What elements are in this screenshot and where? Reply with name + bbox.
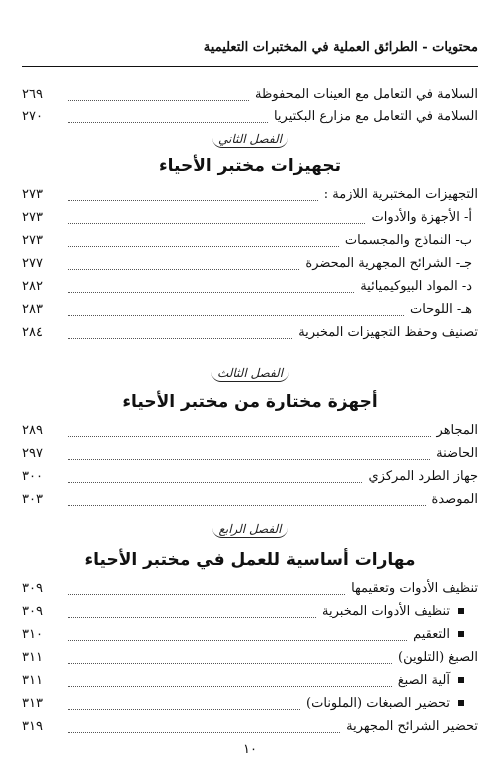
leader-dots: [68, 732, 340, 733]
toc-entry: [22, 276, 478, 298]
toc-entry: [22, 601, 478, 623]
leader-dots: [68, 709, 300, 710]
toc-entry-page: ٣١١: [22, 650, 43, 665]
toc-entry: [22, 670, 478, 692]
toc-entry: [22, 624, 478, 646]
toc-entry-label: تحضير الشرائح المجهرية: [346, 719, 478, 734]
toc-entry-page: ٢٧٠: [22, 109, 43, 124]
toc-entry-label: ب- النماذج والمجسمات: [344, 233, 472, 248]
toc-entry-page: ٢٨٩: [22, 423, 43, 438]
toc-entry: [22, 693, 478, 715]
toc-entry-page: ٢٩٧: [22, 446, 43, 461]
toc-entry-label: د- المواد البيوكيميائية: [360, 279, 472, 294]
leader-dots: [68, 246, 339, 247]
chapter-ornament-label: الفصل الرابع: [212, 522, 287, 538]
toc-entry-label: أ- الأجهزة والأدوات: [371, 210, 472, 225]
toc-entry-label: تحضير الصبغات (الملونات): [306, 696, 450, 711]
toc-entry-page: ٢٨٣: [22, 302, 43, 317]
toc-entry: [22, 716, 478, 738]
leader-dots: [68, 640, 407, 641]
toc-entry: [22, 647, 478, 669]
running-header: محتويات - الطرائق العملية في المختبرات التعليمية: [203, 40, 478, 55]
chapter-ornament-label: الفصل الثالث: [211, 366, 289, 382]
header-rule: [22, 66, 478, 67]
toc-entry: [22, 253, 478, 275]
toc-entry-page: ٢٨٢: [22, 279, 43, 294]
toc-entry-page: ٣٠٣: [22, 492, 43, 507]
toc-entry: [22, 489, 478, 511]
toc-entry-page: ٣١٩: [22, 719, 43, 734]
chapter-ornament: [0, 366, 500, 382]
leader-dots: [68, 482, 362, 483]
toc-entry-label: الموصدة: [431, 492, 478, 507]
leader-dots: [68, 292, 354, 293]
page-number: ١٠: [243, 742, 257, 757]
toc-entry: [22, 299, 478, 321]
toc-entry-label-wrap: [322, 601, 478, 623]
toc-entry-label: الصبغ (التلوين): [398, 650, 478, 665]
toc-entry-label: آلية الصبغ: [397, 673, 450, 688]
toc-entry-page: ٣١١: [22, 673, 43, 688]
toc-entry-label: السلامة في التعامل مع مزارع البكتيريا: [273, 109, 478, 124]
toc-entry: [22, 578, 478, 600]
toc-entry: [22, 230, 478, 252]
toc-entry-page: ٢٧٣: [22, 187, 43, 202]
leader-dots: [68, 505, 426, 506]
toc-entry-label: هـ- اللوحات: [409, 302, 472, 317]
toc-entry-page: ٣٠٩: [22, 604, 43, 619]
toc-entry-label: الحاضنة: [436, 446, 478, 461]
leader-dots: [68, 663, 392, 664]
chapter-title: تجهيزات مختبر الأحياء: [158, 156, 342, 176]
square-bullet-icon: [458, 608, 464, 614]
toc-entry-page: ٣١٣: [22, 696, 43, 711]
toc-entry: [22, 184, 478, 206]
toc-entry: [22, 84, 478, 106]
toc-entry-label: السلامة في التعامل مع العينات المحفوظة: [255, 87, 478, 102]
toc-entry-label-wrap: [413, 624, 478, 646]
square-bullet-icon: [458, 677, 464, 683]
toc-entry-page: ٢٧٧: [22, 256, 43, 271]
toc-entry: [22, 443, 478, 465]
leader-dots: [68, 122, 268, 123]
toc-entry-page: ٢٦٩: [22, 87, 43, 102]
toc-entry: [22, 466, 478, 488]
toc-entry-page: ٣١٠: [22, 627, 43, 642]
toc-entry: [22, 207, 478, 229]
toc-entry-label: التعقيم: [413, 627, 450, 642]
toc-entry-label: التجهيزات المختبرية اللازمة :: [323, 187, 478, 202]
leader-dots: [68, 223, 365, 224]
toc-entry-page: ٢٧٣: [22, 233, 43, 248]
toc-entry-page: ٢٧٣: [22, 210, 43, 225]
chapter-title: أجهزة مختارة من مختبر الأحياء: [122, 392, 378, 412]
toc-entry-label: جهاز الطرد المركزي: [368, 469, 478, 484]
leader-dots: [68, 269, 299, 270]
toc-entry-page: ٢٨٤: [22, 325, 43, 340]
leader-dots: [68, 436, 431, 437]
chapter-title: مهارات أساسية للعمل في مختبر الأحياء: [84, 550, 416, 570]
chapter-ornament: [0, 522, 500, 538]
toc-entry-label: جـ- الشرائح المجهرية المحضرة: [305, 256, 472, 271]
toc-entry: [22, 106, 478, 128]
chapter-ornament-label: الفصل الثاني: [212, 132, 288, 148]
toc-entry-label: تصنيف وحفظ التجهيزات المخبرية: [298, 325, 478, 340]
toc-entry-page: ٣٠٠: [22, 469, 43, 484]
leader-dots: [68, 100, 249, 101]
toc-entry-label: تنظيف الأدوات وتعقيمها: [351, 581, 478, 596]
toc-entry: [22, 322, 478, 344]
leader-dots: [68, 200, 318, 201]
toc-entry: [22, 420, 478, 442]
toc-entry-label-wrap: [306, 693, 478, 715]
leader-dots: [68, 338, 292, 339]
chapter-ornament: [0, 132, 500, 148]
toc-entry-label: تنظيف الأدوات المخبرية: [322, 604, 450, 619]
leader-dots: [68, 617, 316, 618]
leader-dots: [68, 686, 392, 687]
toc-entry-label-wrap: [398, 670, 478, 692]
toc-entry-label: المجاهر: [436, 423, 478, 438]
leader-dots: [68, 315, 404, 316]
square-bullet-icon: [458, 631, 464, 637]
toc-entry-page: ٣٠٩: [22, 581, 43, 596]
square-bullet-icon: [458, 700, 464, 706]
leader-dots: [68, 594, 345, 595]
leader-dots: [68, 459, 430, 460]
